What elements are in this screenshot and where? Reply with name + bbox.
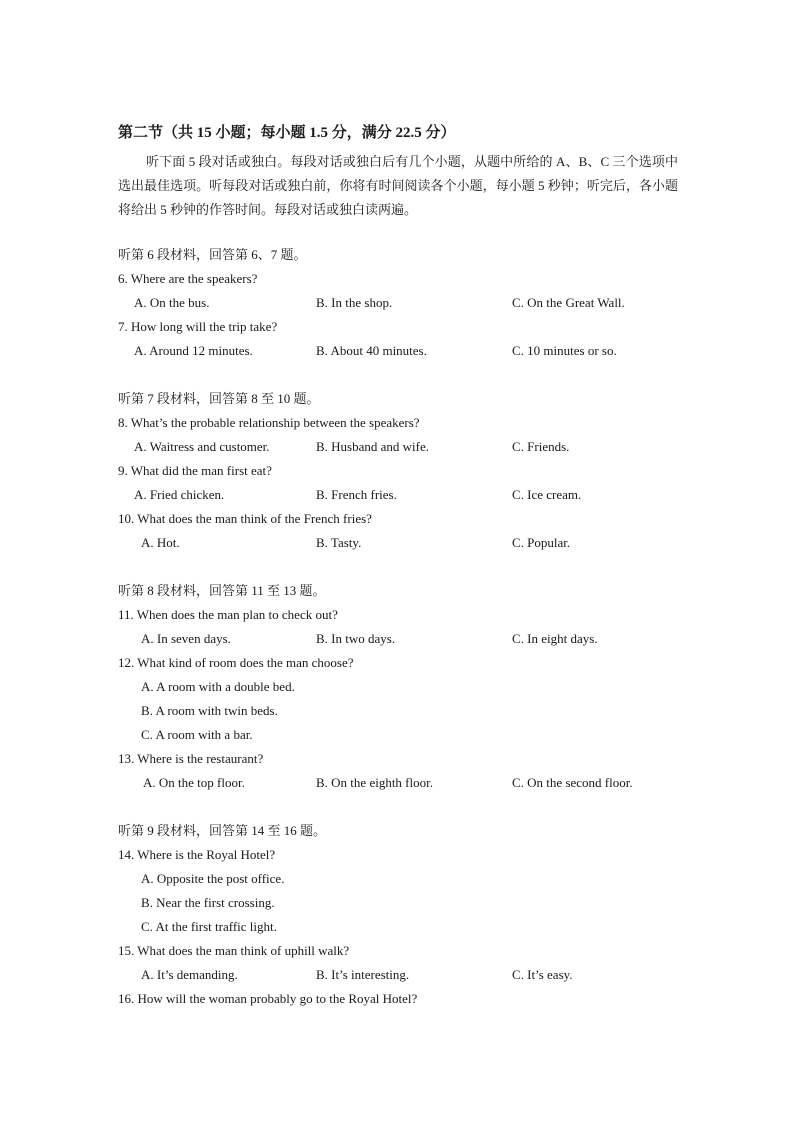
question-6-option-a: A. On the bus. (134, 295, 210, 310)
question-12: 12. What kind of room does the man choose? (118, 655, 354, 670)
instructions-paragraph: 听下面 5 段对话或独白。每段对话或独白后有几个小题，从题中所给的 A、B、C 三个选项中选出最佳选项。听每段对话或独白前，你将有时间阅读各个小题，每小题 5 秒钟；听完后，各小题将给出 5 秒钟的作答时间。每段对话或独白读两遍。 (118, 154, 678, 217)
question-6-option-b: B. In the shop. (316, 295, 393, 310)
question-14-option-b: B. Near the first crossing. (141, 895, 275, 910)
question-13: 13. Where is the restaurant? (118, 751, 264, 766)
question-13-option-a: A. On the top floor. (143, 775, 245, 790)
question-10-option-c: C. Popular. (512, 535, 571, 550)
question-12-option-a: A. A room with a double bed. (141, 679, 295, 694)
question-14: 14. Where is the Royal Hotel? (118, 847, 276, 862)
question-15-option-b: B. It’s interesting. (316, 967, 410, 982)
question-10: 10. What does the man think of the French fries? (118, 511, 372, 526)
question-6: 6. Where are the speakers? (118, 271, 258, 286)
section-heading: 第二节（共 15 小题；每小题 1.5 分，满分 22.5 分） (118, 125, 456, 141)
question-13-option-b: B. On the eighth floor. (316, 775, 433, 790)
question-6-option-c: C. On the Great Wall. (512, 295, 625, 310)
question-15-option-a: A. It’s demanding. (141, 967, 238, 982)
material-9-title: 听第 9 段材料，回答第 14 至 16 题。 (118, 823, 327, 838)
question-8-option-c: C. Friends. (512, 439, 570, 454)
question-11-option-c: C. In eight days. (512, 631, 598, 646)
question-15-option-c: C. It’s easy. (512, 967, 573, 982)
material-8-title: 听第 8 段材料，回答第 11 至 13 题。 (118, 583, 326, 598)
question-9-option-c: C. Ice cream. (512, 487, 582, 502)
question-12-option-b: B. A room with twin beds. (141, 703, 278, 718)
material-7-title: 听第 7 段材料，回答第 8 至 10 题。 (118, 391, 320, 406)
question-10-option-a: A. Hot. (141, 535, 180, 550)
question-9: 9. What did the man first eat? (118, 463, 272, 478)
question-7-option-b: B. About 40 minutes. (316, 343, 427, 358)
question-14-option-a: A. Opposite the post office. (141, 871, 285, 886)
question-14-option-c: C. At the first traffic light. (141, 919, 277, 934)
question-8-option-b: B. Husband and wife. (316, 439, 430, 454)
question-11-option-b: B. In two days. (316, 631, 396, 646)
question-8-option-a: A. Waitress and customer. (134, 439, 270, 454)
question-11: 11. When does the man plan to check out? (118, 607, 338, 622)
question-13-option-c: C. On the second floor. (512, 775, 633, 790)
question-10-option-b: B. Tasty. (316, 535, 362, 550)
question-11-option-a: A. In seven days. (141, 631, 231, 646)
material-6-title: 听第 6 段材料，回答第 6、7 题。 (118, 247, 307, 262)
question-8: 8. What’s the probable relationship between the speakers? (118, 415, 420, 430)
question-16: 16. How will the woman probably go to the Royal Hotel? (118, 991, 418, 1006)
question-7-option-a: A. Around 12 minutes. (134, 343, 253, 358)
question-15: 15. What does the man think of uphill walk? (118, 943, 350, 958)
question-9-option-b: B. French fries. (316, 487, 397, 502)
question-9-option-a: A. Fried chicken. (134, 487, 225, 502)
question-7: 7. How long will the trip take? (118, 319, 278, 334)
question-12-option-c: C. A room with a bar. (141, 727, 253, 742)
question-7-option-c: C. 10 minutes or so. (512, 343, 617, 358)
